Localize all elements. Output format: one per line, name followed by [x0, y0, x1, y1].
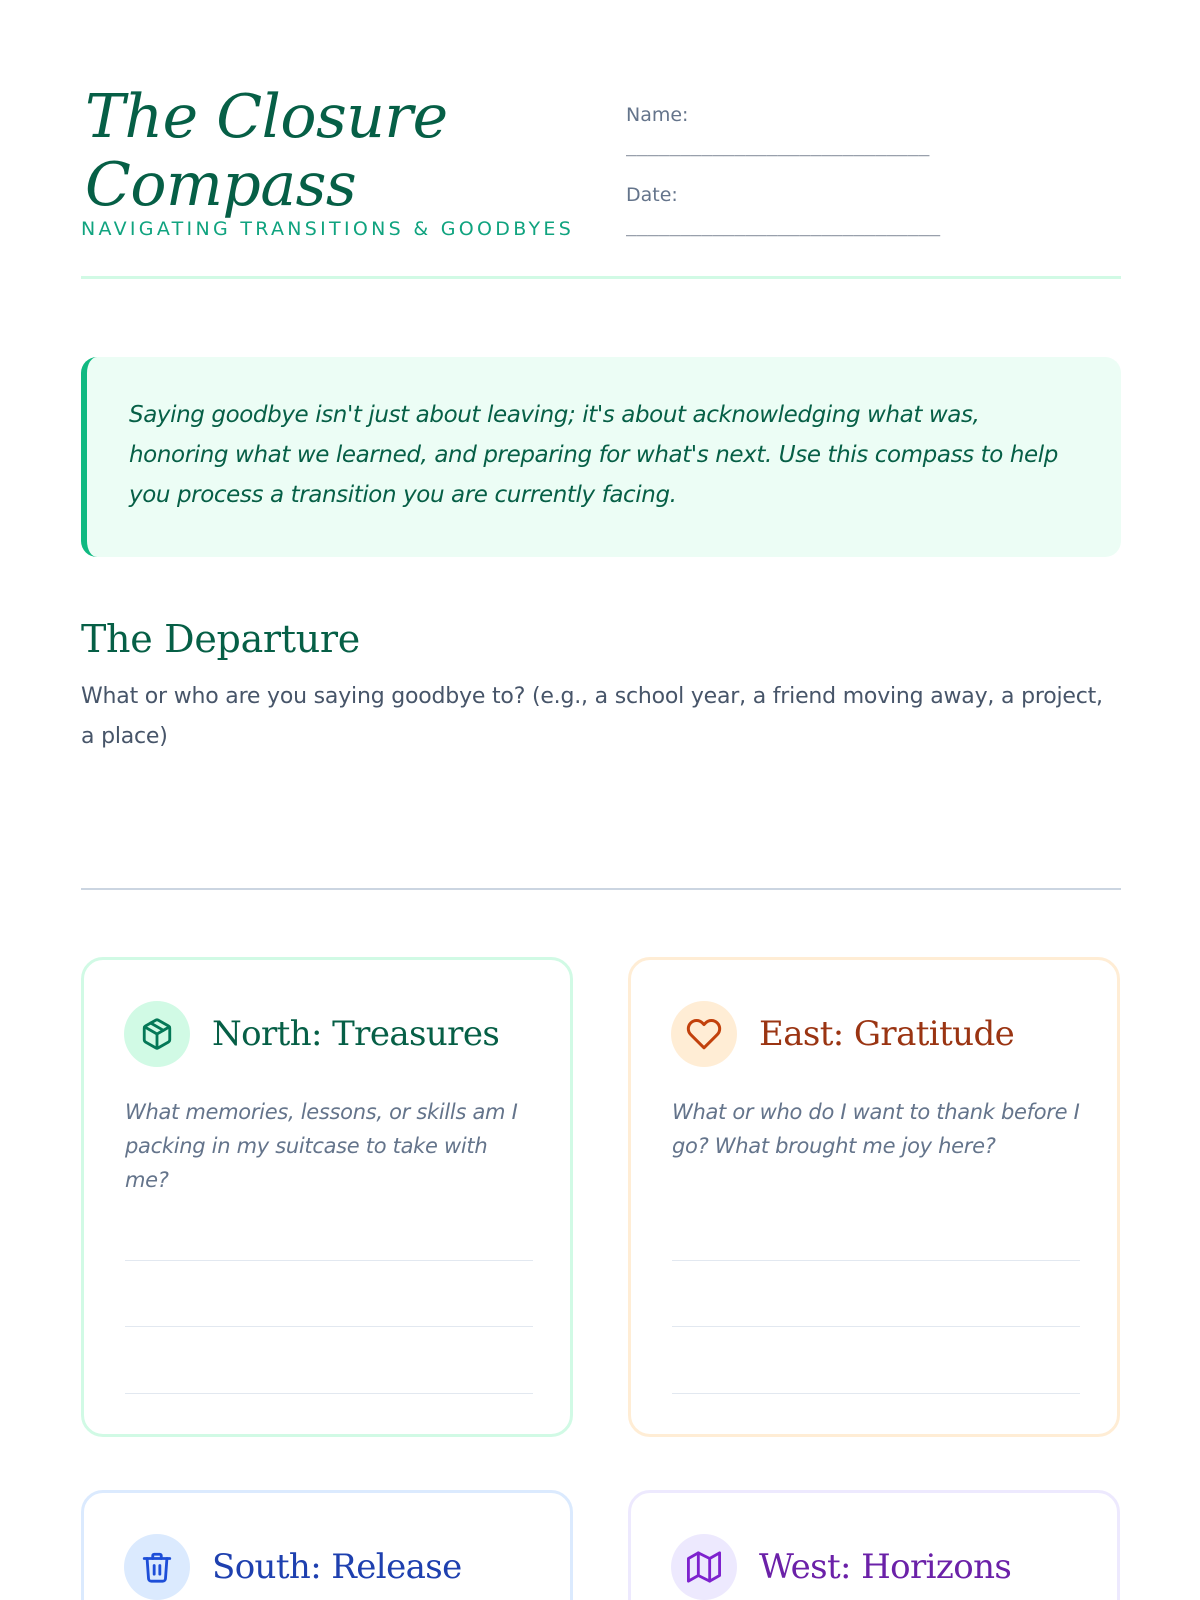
departure-prompt: What or who are you saying goodbye to? (e.g., a school year, a friend moving away, a project, a place): [81, 684, 1103, 749]
package-icon: [140, 1017, 174, 1051]
date-blank-line[interactable]: _____________________________: [626, 216, 941, 237]
page-subtitle: NAVIGATING TRANSITIONS & GOODBYES: [81, 218, 575, 240]
north-icon-badge: [124, 1001, 190, 1067]
east-gratitude-card: [628, 957, 1120, 1437]
east-card-title: East: Gratitude: [759, 1014, 1015, 1054]
name-label: Name:: [626, 104, 689, 126]
north-card-prompt: What memories, lessons, or skills am I packing in my suitcase to take with me?: [125, 1100, 518, 1192]
worksheet-page: [81, 0, 1121, 1600]
date-label: Date:: [626, 184, 678, 206]
name-blank-line[interactable]: ____________________________: [626, 136, 930, 157]
departure-answer-line[interactable]: [81, 888, 1121, 890]
east-answer-line-1[interactable]: [672, 1260, 1080, 1261]
west-icon-badge: [671, 1534, 737, 1600]
north-treasures-card: [81, 957, 573, 1437]
east-card-prompt: What or who do I want to thank before I go? What brought me joy here?: [672, 1100, 1080, 1158]
page-title: The Closure Compass: [85, 82, 448, 220]
departure-heading: The Departure: [81, 617, 360, 661]
west-horizons-card: [628, 1490, 1120, 1600]
trash-icon: [140, 1550, 174, 1584]
worksheet-header: [81, 80, 1121, 279]
south-release-card: [81, 1490, 573, 1600]
south-icon-badge: [124, 1534, 190, 1600]
north-card-title: North: Treasures: [212, 1014, 500, 1054]
north-answer-line-3[interactable]: [125, 1393, 533, 1394]
east-answer-line-3[interactable]: [672, 1393, 1080, 1394]
west-card-title: West: Horizons: [759, 1547, 1012, 1587]
north-answer-line-1[interactable]: [125, 1260, 533, 1261]
intro-text: Saying goodbye isn't just about leaving; it's about acknowledging what was, honoring what we learned, and preparing for what's next. Use this compass to help you process a transition you are currently facing.: [129, 402, 1058, 508]
south-card-title: South: Release: [212, 1547, 462, 1587]
map-icon: [687, 1550, 721, 1584]
east-answer-line-2[interactable]: [672, 1326, 1080, 1327]
east-icon-badge: [671, 1001, 737, 1067]
name-field[interactable]: [626, 102, 1121, 182]
date-field[interactable]: [626, 182, 1121, 262]
north-answer-line-2[interactable]: [125, 1326, 533, 1327]
heart-icon: [686, 1016, 722, 1052]
intro-callout: [81, 357, 1121, 557]
meta-fields: [626, 102, 1121, 262]
